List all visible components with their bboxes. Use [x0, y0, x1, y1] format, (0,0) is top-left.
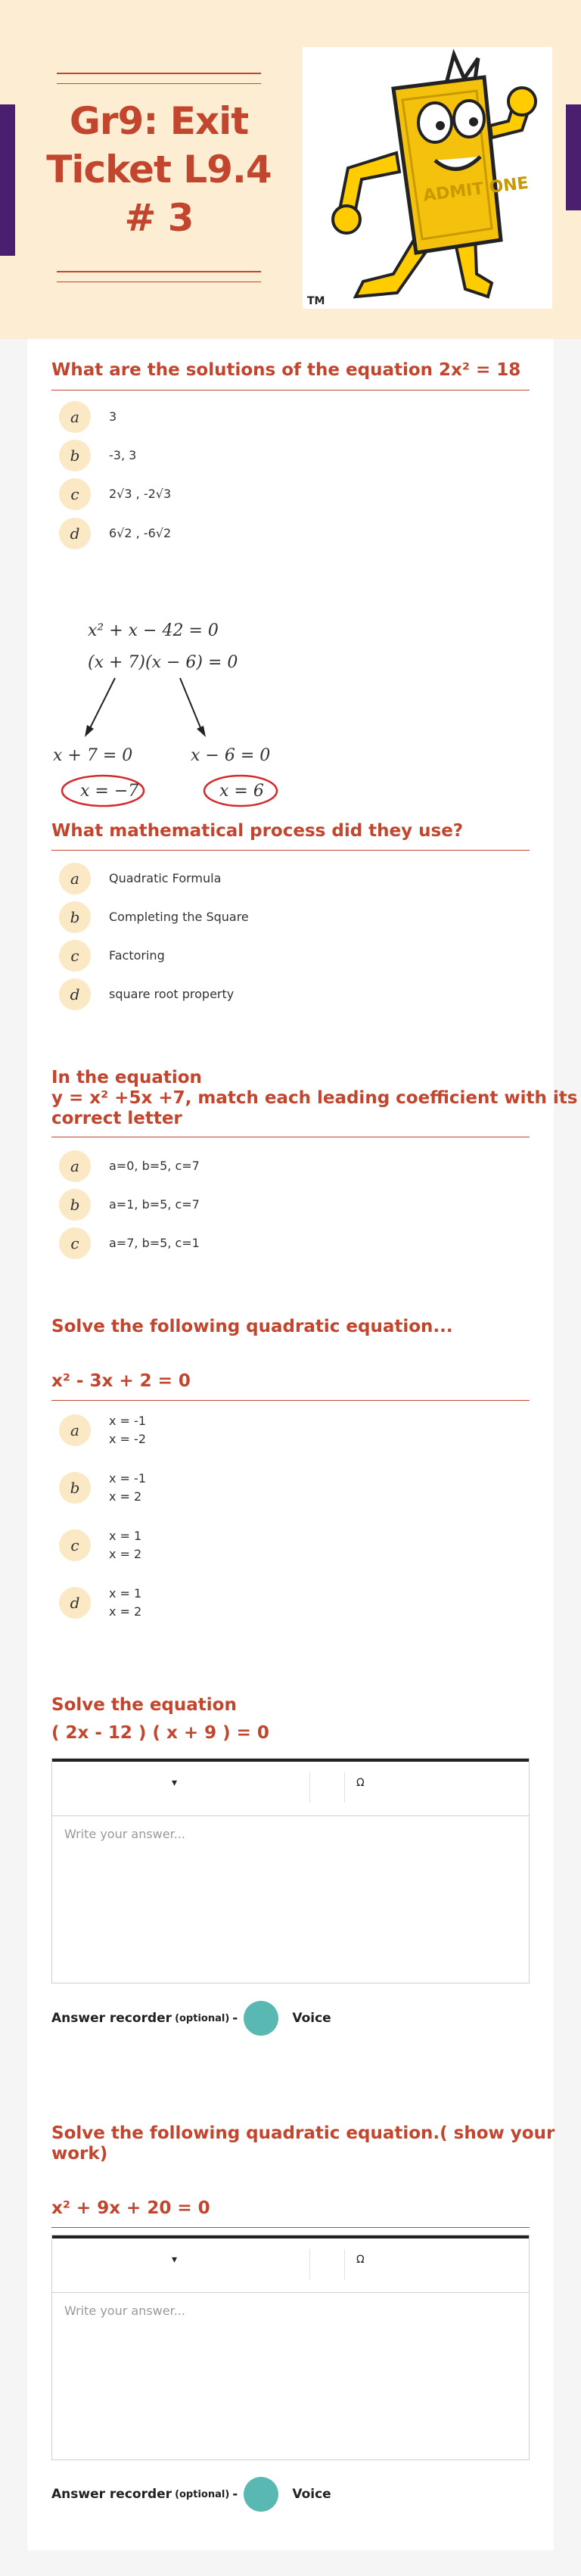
option-text: 3	[109, 409, 117, 424]
option-text: a=7, b=5, c=1	[109, 1236, 200, 1250]
editor-toolbar	[52, 1759, 529, 1816]
special-characters-button[interactable]: Ω	[356, 2254, 365, 2266]
q4-option-c[interactable]	[59, 1527, 141, 1563]
option-letter-badge: a	[59, 401, 91, 433]
answer-recorder	[51, 2477, 331, 2512]
question-6-title-line-1: Solve the following quadratic equation.( show your	[51, 2123, 555, 2143]
option-letter-badge: a	[59, 863, 91, 894]
recorder-label: Answer recorder	[51, 2011, 172, 2026]
recorder-optional-label: (optional)	[175, 2488, 230, 2500]
option-letter-badge: d	[59, 518, 91, 549]
q3-option-c[interactable]	[59, 1227, 200, 1259]
recorder-dash: -	[232, 2011, 238, 2026]
recorder-dash: -	[232, 2487, 238, 2502]
question-4-divider	[51, 1400, 530, 1401]
answer-text-area[interactable]: Write your answer...	[64, 1827, 185, 1841]
math-left-solution: x = −7	[80, 782, 139, 801]
option-text: x = -1 x = -2	[109, 1414, 146, 1446]
answer-text-area[interactable]: Write your answer...	[64, 2304, 185, 2318]
q4-option-b[interactable]	[59, 1470, 146, 1506]
q3-option-a[interactable]	[59, 1150, 200, 1182]
answer-recorder	[51, 2001, 331, 2036]
question-6-equation: x² + 9x + 20 = 0	[51, 2198, 210, 2218]
option-text: a=0, b=5, c=7	[109, 1159, 200, 1173]
question-2-divider	[51, 850, 530, 851]
toolbar-separator	[309, 2249, 310, 2279]
title-rule-top-thin	[57, 83, 261, 84]
q1-option-a[interactable]	[59, 401, 117, 433]
question-5-title: Solve the equation	[51, 1695, 237, 1715]
page-title: Gr9: Exit Ticket L9.4 # 3	[46, 99, 272, 240]
question-4-equation: x² - 3x + 2 = 0	[51, 1371, 191, 1391]
q2-option-a[interactable]	[59, 863, 221, 894]
decorative-stripe-left	[0, 104, 15, 256]
option-letter-badge: c	[59, 940, 91, 972]
q3-option-b[interactable]	[59, 1189, 200, 1221]
trademark-text: TM	[307, 295, 325, 307]
question-6-title-line-2: work)	[51, 2144, 108, 2164]
toolbar-separator	[309, 1772, 310, 1803]
ticket-sign-text: ADMIT ONE	[421, 173, 530, 206]
title-rule-bottom	[57, 271, 261, 272]
editor-toolbar	[52, 2235, 529, 2293]
option-letter-badge: c	[59, 1227, 91, 1259]
question-4-title: Solve the following quadratic equation...	[51, 1317, 453, 1336]
toolbar-separator	[344, 2249, 345, 2279]
answer-editor	[51, 1758, 530, 1983]
option-text: a=1, b=5, c=7	[109, 1197, 200, 1212]
option-letter-badge: d	[59, 1587, 91, 1619]
question-3-title-line-3: correct letter	[51, 1109, 182, 1128]
question-5-equation: ( 2x - 12 ) ( x + 9 ) = 0	[51, 1723, 269, 1743]
recorder-label: Answer recorder	[51, 2487, 172, 2502]
q4-option-a[interactable]	[59, 1412, 146, 1448]
math-line-1: x² + x − 42 = 0	[88, 621, 219, 640]
option-letter-badge: b	[59, 440, 91, 471]
math-left-equation: x + 7 = 0	[53, 746, 133, 765]
option-letter-badge: b	[59, 901, 91, 933]
option-text: x = 1 x = 2	[109, 1586, 142, 1619]
record-voice-button[interactable]	[244, 2477, 278, 2512]
option-text: x = -1 x = 2	[109, 1471, 146, 1504]
special-characters-button[interactable]: Ω	[356, 1777, 365, 1789]
option-text: x = 1 x = 2	[109, 1529, 142, 1561]
question-2-title: What mathematical process did they use?	[51, 821, 464, 841]
option-letter-badge: d	[59, 978, 91, 1010]
q4-option-d[interactable]	[59, 1585, 141, 1621]
option-text: Quadratic Formula	[109, 871, 222, 885]
q1-option-b[interactable]	[59, 440, 136, 471]
q2-option-b[interactable]	[59, 901, 249, 933]
math-right-equation: x − 6 = 0	[191, 746, 271, 765]
option-letter-badge: a	[59, 1150, 91, 1182]
format-dropdown-button[interactable]: ▾	[172, 2254, 178, 2266]
factoring-math-figure	[45, 613, 303, 810]
option-letter-badge: b	[59, 1472, 91, 1504]
question-1-title: What are the solutions of the equation 2x² = 18	[51, 360, 521, 380]
option-text: 2√3 , -2√3	[109, 487, 172, 501]
title-rule-top	[57, 73, 261, 74]
option-letter-badge: a	[59, 1414, 91, 1446]
recorder-optional-label: (optional)	[175, 2012, 230, 2024]
option-text: -3, 3	[109, 448, 137, 462]
option-text: Completing the Square	[109, 910, 249, 924]
header-banner	[0, 0, 581, 339]
math-line-2: (x + 7)(x − 6) = 0	[88, 653, 238, 672]
option-text: Factoring	[109, 948, 165, 963]
option-letter-badge: c	[59, 478, 91, 510]
toolbar-separator	[344, 1772, 345, 1803]
option-letter-badge: c	[59, 1529, 91, 1561]
option-text: square root property	[109, 987, 235, 1001]
q1-option-d[interactable]	[59, 518, 171, 549]
decorative-stripe-right	[566, 104, 581, 210]
voice-label: Voice	[292, 2487, 331, 2502]
question-3-title-line-2: y = x² +5x +7, match each leading coefficient with its	[51, 1088, 578, 1108]
ticket-mascot-image	[303, 47, 552, 309]
answer-editor	[51, 2235, 530, 2460]
math-right-solution: x = 6	[219, 782, 264, 801]
q2-option-c[interactable]	[59, 940, 165, 972]
option-text: 6√2 , -6√2	[109, 526, 172, 540]
question-6-divider	[51, 2227, 530, 2228]
q2-option-d[interactable]	[59, 978, 234, 1010]
q1-option-c[interactable]	[59, 478, 171, 510]
record-voice-button[interactable]	[244, 2001, 278, 2036]
format-dropdown-button[interactable]: ▾	[172, 1777, 178, 1789]
option-letter-badge: b	[59, 1189, 91, 1221]
question-3-title-line-1: In the equation	[51, 1068, 202, 1087]
voice-label: Voice	[292, 2011, 331, 2026]
